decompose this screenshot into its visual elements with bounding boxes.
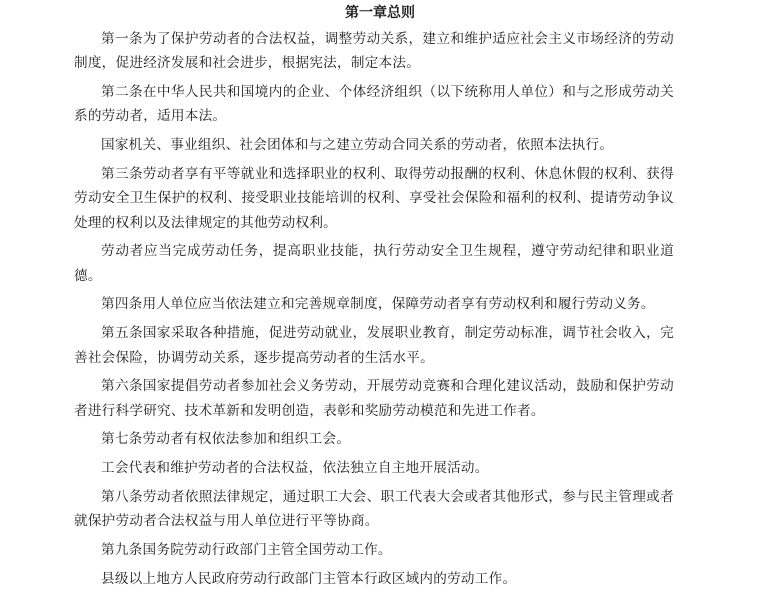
paragraph-article-9-cont: 县级以上地方人民政府劳动行政部门主管本行政区域内的劳动工作。	[101, 570, 517, 587]
paragraph-article-6: 第六条国家提倡劳动者参加社会义务劳动，开展劳动竞赛和合理化建议活动，鼓励和保护劳动者进行科学研究、技术革新和发明创造，表彰和奖励劳动模范和先进工作者。	[74, 378, 674, 419]
chapter-title: 第一章总则	[345, 5, 415, 21]
paragraph-article-9: 第九条国务院劳动行政部门主管全国劳动工作。	[101, 542, 392, 559]
paragraph-article-2-cont: 国家机关、事业组织、社会团体和与之建立劳动合同关系的劳动者，依照本法执行。	[101, 137, 614, 154]
paragraph-article-1: 第一条为了保护劳动者的合法权益，调整劳动关系，建立和维护适应社会主义市场经济的劳动制度，促进经济发展和社会进步，根据宪法，制定本法。	[74, 31, 674, 72]
paragraph-article-3-cont: 劳动者应当完成劳动任务，提高职业技能，执行劳动安全卫生规程，遵守劳动纪律和职业道德。	[74, 243, 674, 284]
paragraph-article-2: 第二条在中华人民共和国境内的企业、个体经济组织（以下统称用人单位）和与之形成劳动关系的劳动者，适用本法。	[74, 84, 674, 125]
document-body	[74, 27, 674, 596]
paragraph-article-7-cont: 工会代表和维护劳动者的合法权益，依法独立自主地开展活动。	[101, 460, 489, 477]
paragraph-article-4: 第四条用人单位应当依法建立和完善规章制度，保障劳动者享有劳动权利和履行劳动义务。	[101, 296, 655, 313]
paragraph-article-8: 第八条劳动者依照法律规定，通过职工大会、职工代表大会或者其他形式，参与民主管理或者就保护劳动者合法权益与用人单位进行平等协商。	[74, 489, 674, 530]
paragraph-article-7: 第七条劳动者有权依法参加和组织工会。	[101, 431, 351, 448]
paragraph-article-3: 第三条劳动者享有平等就业和选择职业的权利、取得劳动报酬的权利、休息休假的权利、获得劳动安全卫生保护的权利、接受职业技能培训的权利、享受社会保险和福利的权利、提请劳动争议处理的权利以及法律规定的其他劳动权利。	[74, 165, 674, 231]
paragraph-article-5: 第五条国家采取各种措施，促进劳动就业，发展职业教育，制定劳动标准，调节社会收入，完善社会保险，协调劳动关系，逐步提高劳动者的生活水平。	[74, 325, 674, 366]
